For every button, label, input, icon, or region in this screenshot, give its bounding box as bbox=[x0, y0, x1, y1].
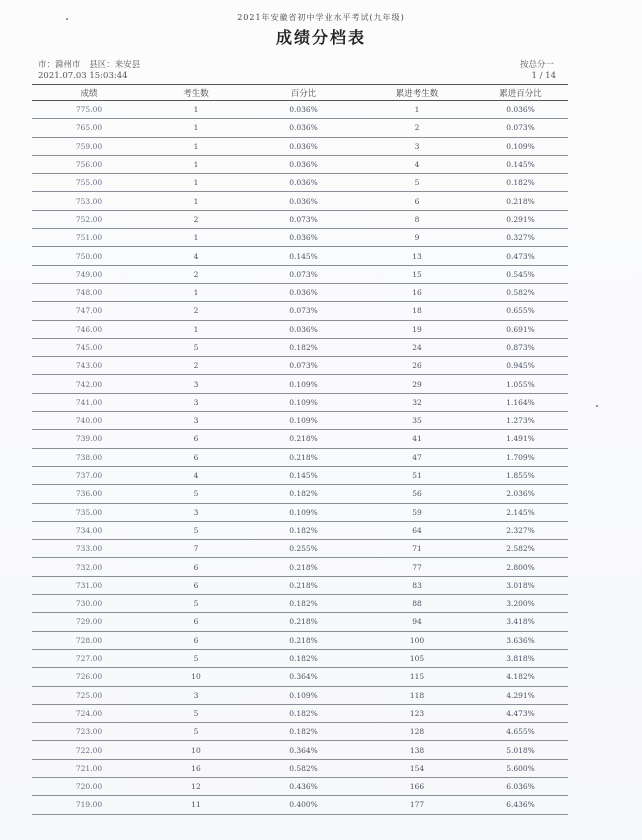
table-row bbox=[32, 192, 568, 210]
table-row bbox=[32, 741, 568, 759]
cumulative-percent-cell: 0.873% bbox=[473, 338, 568, 356]
cumulative-percent-cell: 0.073% bbox=[473, 119, 568, 137]
cumulative-percent-cell: 3.018% bbox=[473, 576, 568, 594]
count-cell: 6 bbox=[146, 430, 246, 448]
percent-cell: 0.036% bbox=[246, 229, 361, 247]
cumulative-count-cell: 4 bbox=[361, 155, 473, 173]
table-row bbox=[32, 283, 568, 301]
table-row bbox=[32, 174, 568, 192]
cumulative-percent-cell: 2.145% bbox=[473, 503, 568, 521]
cumulative-count-cell: 138 bbox=[361, 741, 473, 759]
score-cell: 726.00 bbox=[32, 668, 146, 686]
count-cell: 6 bbox=[146, 631, 246, 649]
cumulative-count-cell: 41 bbox=[361, 430, 473, 448]
count-cell: 12 bbox=[146, 777, 246, 795]
score-cell: 720.00 bbox=[32, 777, 146, 795]
score-cell: 723.00 bbox=[32, 723, 146, 741]
percent-cell: 0.036% bbox=[246, 192, 361, 210]
page-number: 1 / 14 bbox=[531, 71, 556, 81]
count-cell: 1 bbox=[146, 101, 246, 119]
percent-cell: 0.436% bbox=[246, 777, 361, 795]
cumulative-count-cell: 94 bbox=[361, 613, 473, 631]
count-cell: 7 bbox=[146, 540, 246, 558]
table-row bbox=[32, 503, 568, 521]
cumulative-percent-cell: 0.545% bbox=[473, 265, 568, 283]
cumulative-percent-cell: 0.945% bbox=[473, 357, 568, 375]
score-cell: 746.00 bbox=[32, 320, 146, 338]
cumulative-percent-cell: 1.055% bbox=[473, 375, 568, 393]
percent-cell: 0.182% bbox=[246, 649, 361, 667]
count-cell: 1 bbox=[146, 119, 246, 137]
percent-cell: 0.218% bbox=[246, 631, 361, 649]
percent-cell: 0.073% bbox=[246, 357, 361, 375]
column-header: 成绩 bbox=[32, 85, 146, 101]
percent-cell: 0.218% bbox=[246, 558, 361, 576]
score-cell: 756.00 bbox=[32, 155, 146, 173]
sort-order-label: 按总分一 bbox=[519, 60, 554, 70]
score-cell: 740.00 bbox=[32, 412, 146, 430]
scan-speck bbox=[66, 18, 68, 20]
score-distribution-table bbox=[32, 84, 568, 815]
table-row bbox=[32, 777, 568, 795]
cumulative-count-cell: 29 bbox=[361, 375, 473, 393]
cumulative-count-cell: 24 bbox=[361, 338, 473, 356]
count-cell: 5 bbox=[146, 485, 246, 503]
score-cell: 725.00 bbox=[32, 686, 146, 704]
cumulative-percent-cell: 6.436% bbox=[473, 796, 568, 814]
table-row bbox=[32, 466, 568, 484]
cumulative-percent-cell: 0.655% bbox=[473, 302, 568, 320]
cumulative-percent-cell: 2.327% bbox=[473, 521, 568, 539]
cumulative-count-cell: 177 bbox=[361, 796, 473, 814]
cumulative-percent-cell: 4.182% bbox=[473, 668, 568, 686]
percent-cell: 0.218% bbox=[246, 576, 361, 594]
count-cell: 3 bbox=[146, 686, 246, 704]
score-cell: 739.00 bbox=[32, 430, 146, 448]
cumulative-percent-cell: 2.582% bbox=[473, 540, 568, 558]
cumulative-percent-cell: 3.818% bbox=[473, 649, 568, 667]
cumulative-percent-cell: 0.473% bbox=[473, 247, 568, 265]
count-cell: 6 bbox=[146, 613, 246, 631]
table-row bbox=[32, 357, 568, 375]
count-cell: 10 bbox=[146, 741, 246, 759]
percent-cell: 0.364% bbox=[246, 741, 361, 759]
cumulative-percent-cell: 4.473% bbox=[473, 704, 568, 722]
score-cell: 751.00 bbox=[32, 229, 146, 247]
score-cell: 721.00 bbox=[32, 759, 146, 777]
count-cell: 1 bbox=[146, 137, 246, 155]
cumulative-count-cell: 18 bbox=[361, 302, 473, 320]
score-cell: 741.00 bbox=[32, 393, 146, 411]
count-cell: 6 bbox=[146, 448, 246, 466]
cumulative-percent-cell: 1.491% bbox=[473, 430, 568, 448]
cumulative-count-cell: 83 bbox=[361, 576, 473, 594]
percent-cell: 0.182% bbox=[246, 723, 361, 741]
print-datetime: 2021.07.03 15:03:44 bbox=[38, 71, 128, 81]
percent-cell: 0.073% bbox=[246, 210, 361, 228]
count-cell: 3 bbox=[146, 412, 246, 430]
cumulative-percent-cell: 5.600% bbox=[473, 759, 568, 777]
cumulative-count-cell: 118 bbox=[361, 686, 473, 704]
cumulative-percent-cell: 1.164% bbox=[473, 393, 568, 411]
cumulative-percent-cell: 3.636% bbox=[473, 631, 568, 649]
cumulative-count-cell: 47 bbox=[361, 448, 473, 466]
count-cell: 2 bbox=[146, 357, 246, 375]
county-label: 县区：来安县 bbox=[89, 60, 141, 70]
cumulative-percent-cell: 1.709% bbox=[473, 448, 568, 466]
score-cell: 750.00 bbox=[32, 247, 146, 265]
count-cell: 1 bbox=[146, 229, 246, 247]
score-cell: 745.00 bbox=[32, 338, 146, 356]
score-cell: 759.00 bbox=[32, 137, 146, 155]
score-cell: 735.00 bbox=[32, 503, 146, 521]
cumulative-percent-cell: 4.655% bbox=[473, 723, 568, 741]
score-cell: 737.00 bbox=[32, 466, 146, 484]
cumulative-percent-cell: 0.691% bbox=[473, 320, 568, 338]
count-cell: 16 bbox=[146, 759, 246, 777]
table-row bbox=[32, 155, 568, 173]
percent-cell: 0.182% bbox=[246, 521, 361, 539]
cumulative-percent-cell: 0.582% bbox=[473, 283, 568, 301]
score-cell: 752.00 bbox=[32, 210, 146, 228]
score-cell: 722.00 bbox=[32, 741, 146, 759]
cumulative-count-cell: 154 bbox=[361, 759, 473, 777]
table-row bbox=[32, 448, 568, 466]
percent-cell: 0.364% bbox=[246, 668, 361, 686]
count-cell: 3 bbox=[146, 503, 246, 521]
cumulative-count-cell: 51 bbox=[361, 466, 473, 484]
cumulative-count-cell: 9 bbox=[361, 229, 473, 247]
table-row bbox=[32, 430, 568, 448]
count-cell: 4 bbox=[146, 247, 246, 265]
count-cell: 11 bbox=[146, 796, 246, 814]
cumulative-percent-cell: 0.327% bbox=[473, 229, 568, 247]
percent-cell: 0.145% bbox=[246, 247, 361, 265]
table-row bbox=[32, 723, 568, 741]
city-label: 市：滁州市 bbox=[38, 60, 81, 70]
percent-cell: 0.109% bbox=[246, 503, 361, 521]
table-row bbox=[32, 101, 568, 119]
score-cell: 731.00 bbox=[32, 576, 146, 594]
cumulative-count-cell: 59 bbox=[361, 503, 473, 521]
cumulative-count-cell: 5 bbox=[361, 174, 473, 192]
count-cell: 1 bbox=[146, 320, 246, 338]
table-row bbox=[32, 521, 568, 539]
count-cell: 2 bbox=[146, 210, 246, 228]
percent-cell: 0.182% bbox=[246, 704, 361, 722]
scan-speck bbox=[596, 405, 598, 407]
table-row bbox=[32, 375, 568, 393]
table-row bbox=[32, 412, 568, 430]
cumulative-count-cell: 77 bbox=[361, 558, 473, 576]
cumulative-percent-cell: 2.036% bbox=[473, 485, 568, 503]
cumulative-count-cell: 1 bbox=[361, 101, 473, 119]
cumulative-count-cell: 56 bbox=[361, 485, 473, 503]
cumulative-percent-cell: 4.291% bbox=[473, 686, 568, 704]
count-cell: 5 bbox=[146, 649, 246, 667]
cumulative-count-cell: 16 bbox=[361, 283, 473, 301]
percent-cell: 0.182% bbox=[246, 595, 361, 613]
table-row bbox=[32, 210, 568, 228]
cumulative-count-cell: 15 bbox=[361, 265, 473, 283]
cumulative-count-cell: 19 bbox=[361, 320, 473, 338]
score-cell: 730.00 bbox=[32, 595, 146, 613]
count-cell: 2 bbox=[146, 302, 246, 320]
count-cell: 1 bbox=[146, 155, 246, 173]
cumulative-count-cell: 71 bbox=[361, 540, 473, 558]
cumulative-count-cell: 105 bbox=[361, 649, 473, 667]
table-header-row bbox=[32, 85, 568, 101]
count-cell: 4 bbox=[146, 466, 246, 484]
table-row bbox=[32, 558, 568, 576]
table-row bbox=[32, 338, 568, 356]
percent-cell: 0.109% bbox=[246, 375, 361, 393]
score-cell: 747.00 bbox=[32, 302, 146, 320]
table-row bbox=[32, 265, 568, 283]
score-cell: 742.00 bbox=[32, 375, 146, 393]
percent-cell: 0.109% bbox=[246, 393, 361, 411]
percent-cell: 0.109% bbox=[246, 412, 361, 430]
percent-cell: 0.036% bbox=[246, 174, 361, 192]
cumulative-percent-cell: 0.182% bbox=[473, 174, 568, 192]
count-cell: 6 bbox=[146, 558, 246, 576]
percent-cell: 0.073% bbox=[246, 302, 361, 320]
table-row bbox=[32, 631, 568, 649]
table-row bbox=[32, 668, 568, 686]
cumulative-percent-cell: 0.145% bbox=[473, 155, 568, 173]
cumulative-percent-cell: 0.291% bbox=[473, 210, 568, 228]
percent-cell: 0.036% bbox=[246, 283, 361, 301]
percent-cell: 0.218% bbox=[246, 613, 361, 631]
percent-cell: 0.582% bbox=[246, 759, 361, 777]
column-header: 百分比 bbox=[246, 85, 361, 101]
cumulative-percent-cell: 1.855% bbox=[473, 466, 568, 484]
cumulative-count-cell: 100 bbox=[361, 631, 473, 649]
cumulative-count-cell: 3 bbox=[361, 137, 473, 155]
table-row bbox=[32, 229, 568, 247]
table-row bbox=[32, 759, 568, 777]
cumulative-count-cell: 64 bbox=[361, 521, 473, 539]
count-cell: 1 bbox=[146, 283, 246, 301]
column-header: 考生数 bbox=[146, 85, 246, 101]
page-title: 成绩分档表 bbox=[275, 28, 366, 47]
table-row bbox=[32, 796, 568, 814]
table-row bbox=[32, 686, 568, 704]
count-cell: 6 bbox=[146, 576, 246, 594]
count-cell: 10 bbox=[146, 668, 246, 686]
table-row bbox=[32, 595, 568, 613]
percent-cell: 0.182% bbox=[246, 485, 361, 503]
percent-cell: 0.182% bbox=[246, 338, 361, 356]
table-row bbox=[32, 613, 568, 631]
cumulative-percent-cell: 0.036% bbox=[473, 101, 568, 119]
table-row bbox=[32, 704, 568, 722]
cumulative-count-cell: 8 bbox=[361, 210, 473, 228]
percent-cell: 0.036% bbox=[246, 320, 361, 338]
percent-cell: 0.036% bbox=[246, 137, 361, 155]
count-cell: 5 bbox=[146, 521, 246, 539]
table-row bbox=[32, 247, 568, 265]
percent-cell: 0.218% bbox=[246, 430, 361, 448]
score-cell: 727.00 bbox=[32, 649, 146, 667]
score-cell: 743.00 bbox=[32, 357, 146, 375]
count-cell: 3 bbox=[146, 393, 246, 411]
cumulative-count-cell: 128 bbox=[361, 723, 473, 741]
percent-cell: 0.218% bbox=[246, 448, 361, 466]
count-cell: 5 bbox=[146, 704, 246, 722]
count-cell: 5 bbox=[146, 338, 246, 356]
score-cell: 738.00 bbox=[32, 448, 146, 466]
table-row bbox=[32, 393, 568, 411]
percent-cell: 0.036% bbox=[246, 155, 361, 173]
count-cell: 1 bbox=[146, 174, 246, 192]
table-row bbox=[32, 540, 568, 558]
score-cell: 724.00 bbox=[32, 704, 146, 722]
cumulative-percent-cell: 2.800% bbox=[473, 558, 568, 576]
cumulative-count-cell: 123 bbox=[361, 704, 473, 722]
table-row bbox=[32, 119, 568, 137]
score-cell: 755.00 bbox=[32, 174, 146, 192]
table-row bbox=[32, 137, 568, 155]
score-cell: 753.00 bbox=[32, 192, 146, 210]
cumulative-count-cell: 2 bbox=[361, 119, 473, 137]
cumulative-count-cell: 32 bbox=[361, 393, 473, 411]
cumulative-percent-cell: 6.036% bbox=[473, 777, 568, 795]
cumulative-percent-cell: 3.200% bbox=[473, 595, 568, 613]
score-cell: 765.00 bbox=[32, 119, 146, 137]
score-cell: 732.00 bbox=[32, 558, 146, 576]
cumulative-count-cell: 26 bbox=[361, 357, 473, 375]
count-cell: 1 bbox=[146, 192, 246, 210]
table-row bbox=[32, 320, 568, 338]
column-header: 累进考生数 bbox=[361, 85, 473, 101]
score-cell: 748.00 bbox=[32, 283, 146, 301]
cumulative-percent-cell: 1.273% bbox=[473, 412, 568, 430]
percent-cell: 0.073% bbox=[246, 265, 361, 283]
cumulative-count-cell: 13 bbox=[361, 247, 473, 265]
table-row bbox=[32, 576, 568, 594]
score-cell: 719.00 bbox=[32, 796, 146, 814]
cumulative-percent-cell: 0.109% bbox=[473, 137, 568, 155]
count-cell: 5 bbox=[146, 595, 246, 613]
location-info bbox=[38, 58, 146, 70]
percent-cell: 0.036% bbox=[246, 101, 361, 119]
cumulative-count-cell: 166 bbox=[361, 777, 473, 795]
exam-title: 2021年安徽省初中学业水平考试(九年级) bbox=[237, 13, 405, 22]
cumulative-count-cell: 6 bbox=[361, 192, 473, 210]
count-cell: 5 bbox=[146, 723, 246, 741]
cumulative-count-cell: 88 bbox=[361, 595, 473, 613]
table-row bbox=[32, 302, 568, 320]
column-header: 累进百分比 bbox=[473, 85, 568, 101]
cumulative-count-cell: 115 bbox=[361, 668, 473, 686]
score-cell: 728.00 bbox=[32, 631, 146, 649]
cumulative-percent-cell: 0.218% bbox=[473, 192, 568, 210]
table-row bbox=[32, 649, 568, 667]
cumulative-percent-cell: 3.418% bbox=[473, 613, 568, 631]
percent-cell: 0.400% bbox=[246, 796, 361, 814]
score-cell: 729.00 bbox=[32, 613, 146, 631]
percent-cell: 0.109% bbox=[246, 686, 361, 704]
score-cell: 733.00 bbox=[32, 540, 146, 558]
score-cell: 749.00 bbox=[32, 265, 146, 283]
count-cell: 2 bbox=[146, 265, 246, 283]
score-cell: 734.00 bbox=[32, 521, 146, 539]
table-row bbox=[32, 485, 568, 503]
cumulative-count-cell: 35 bbox=[361, 412, 473, 430]
percent-cell: 0.036% bbox=[246, 119, 361, 137]
percent-cell: 0.145% bbox=[246, 466, 361, 484]
cumulative-percent-cell: 5.018% bbox=[473, 741, 568, 759]
score-cell: 775.00 bbox=[32, 101, 146, 119]
score-cell: 736.00 bbox=[32, 485, 146, 503]
count-cell: 3 bbox=[146, 375, 246, 393]
percent-cell: 0.255% bbox=[246, 540, 361, 558]
